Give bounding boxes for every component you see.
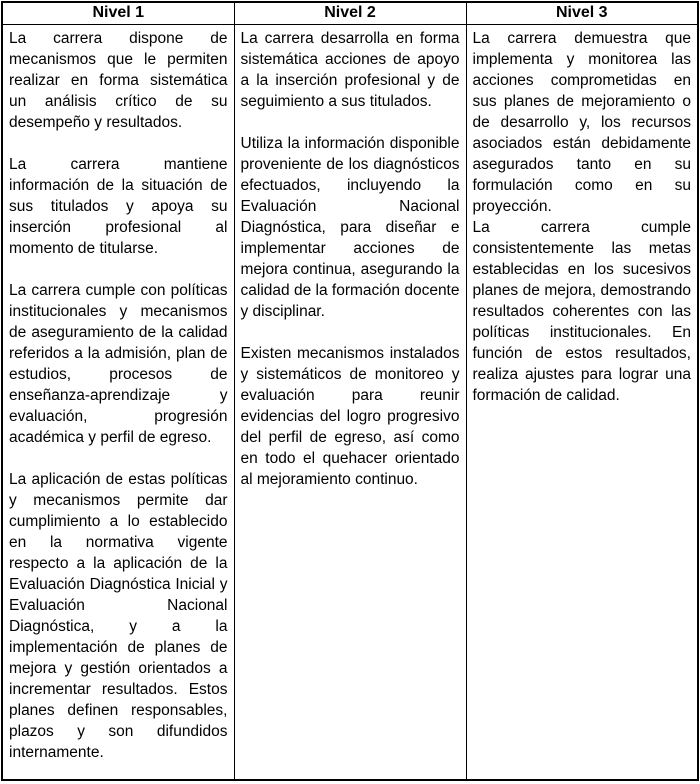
column-header-nivel-2: Nivel 2 [234,2,466,25]
table-body-row [2,25,698,781]
nivel-3-cell [466,25,698,781]
nivel-2-cell [234,25,466,781]
levels-table [1,1,699,781]
table-header-row [2,2,698,25]
nivel-1-paragraph: La carrera dispone de mecanismos que le permiten realizar en forma sistemática un análisis crítico de su desempeño y resultados. [9,30,228,131]
nivel-1-paragraph: La aplicación de estas políticas y mecanismos permite dar cumplimiento a lo establecido en la normativa vigente respecto a la aplicación de la Evaluación Diagnóstica Inicial y Evaluación Nacional Diagnóstica, y a la implementación de planes de mejora y gestión orientados a incrementar resultados. Estos planes definen responsables, plazos y son difundidos internamente. [9,471,228,761]
nivel-2-paragraph: Existen mecanismos instalados y sistemáticos de monitoreo y evaluación para reunir evidencias del logro progresivo del perfil de egreso, así como en todo el quehacer orientado al mejoramiento continuo. [240,345,460,488]
nivel-1-cell [2,25,234,781]
nivel-3-paragraph: La carrera demuestra que implementa y monitorea las acciones comprometidas en sus planes de mejoramiento o de desarrollo y, los recursos asociados están debidamente asegurados tanto en su formulación como en su proyección. [472,30,691,215]
nivel-1-paragraph: La carrera cumple con políticas institucionales y mecanismos de aseguramiento de la calidad referidos a la admisión, plan de estudios, procesos de enseñanza-aprendizaje y evaluación, progresión académica y perfil de egreso. [9,282,228,446]
nivel-3-paragraph: La carrera cumple consistentemente las metas establecidas en los sucesivos planes de mejora, demostrando resultados coherentes con las políticas institucionales. En función de estos resultados, realiza ajustes para lograr una formación de calidad. [472,219,691,404]
nivel-2-paragraph: Utiliza la información disponible proveniente de los diagnósticos efectuados, incluyendo la Evaluación Nacional Diagnóstica, para diseñar e implementar acciones de mejora continua, asegurando la calidad de la formación docente y disciplinar. [240,135,460,320]
nivel-1-paragraph: La carrera mantiene información de la situación de sus titulados y apoya su inserción profesional al momento de titularse. [9,156,228,257]
column-header-nivel-1: Nivel 1 [2,2,234,25]
column-header-nivel-3: Nivel 3 [466,2,698,25]
nivel-2-paragraph: La carrera desarrolla en forma sistemática acciones de apoyo a la inserción profesional y de seguimiento a sus titulados. [240,30,460,110]
